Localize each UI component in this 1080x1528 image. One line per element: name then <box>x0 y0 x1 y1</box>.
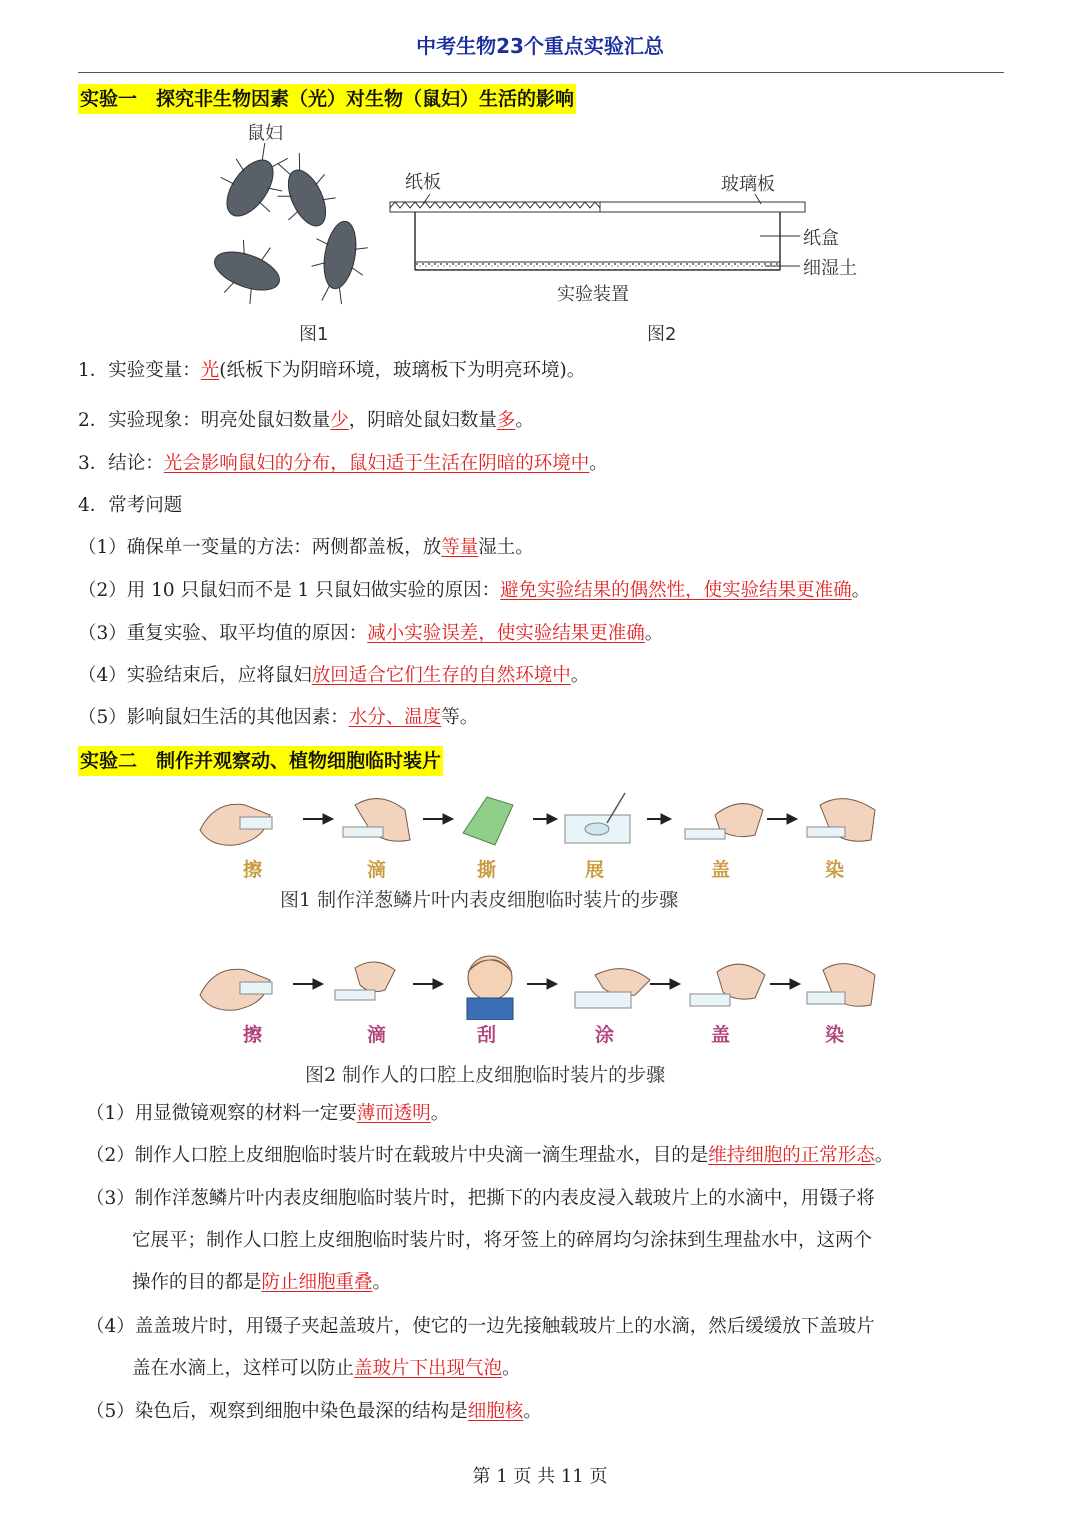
exp2-section-title: 实验二 制作并观察动、植物细胞临时装片 <box>78 746 443 776</box>
onion-step-4: 展 <box>585 859 605 881</box>
cheek-step-5: 盖 <box>711 1024 731 1046</box>
exp1-question-4: （4）实验结束后，应将鼠妇放回适合它们生存的自然环境中。 <box>78 665 590 686</box>
exp1-section-title: 实验一 探究非生物因素（光）对生物（鼠妇）生活的影响 <box>78 84 576 114</box>
figure2-caption: 图2 <box>647 324 677 345</box>
page-footer: 第 1 页 共 11 页 <box>472 1466 608 1487</box>
onion-step-6: 染 <box>825 859 845 881</box>
exp1-question-3: （3）重复实验、取平均值的原因：减小实验误差，使实验结果更准确。 <box>78 623 664 644</box>
exp1-item-variable: 1．实验变量：光(纸板下为阴暗环境，玻璃板下为明亮环境)。 <box>78 360 586 381</box>
exp2-figure1 <box>195 785 885 915</box>
exp1-item-phenomenon: 2．实验现象：明亮处鼠妇数量少，阴暗处鼠妇数量多。 <box>78 410 534 431</box>
onion-step-3: 撕 <box>477 859 497 881</box>
header-divider <box>78 72 1004 73</box>
cardboard-label: 纸板 <box>405 172 441 193</box>
cheek-step-3: 刮 <box>477 1024 497 1046</box>
exp2-question-5: （5）染色后，观察到细胞中染色最深的结构是细胞核。 <box>86 1401 542 1422</box>
cheek-step-2: 滴 <box>367 1024 387 1046</box>
woodlouse-illustration <box>195 143 370 353</box>
box-label: 纸盒 <box>803 228 839 249</box>
exp1-question-2: （2）用 10 只鼠妇而不是 1 只鼠妇做实验的原因：避免实验结果的偶然性，使实验结果更准确。 <box>78 580 871 601</box>
exp1-figure1 <box>195 115 370 355</box>
cheek-steps-illustration <box>195 950 885 1020</box>
cheek-step-6: 染 <box>825 1024 845 1046</box>
exp2-question-2: （2）制作人口腔上皮细胞临时装片时在载玻片中央滴一滴生理盐水，目的是维持细胞的正常形态。 <box>86 1145 894 1166</box>
exp1-item-conclusion: 3．结论：光会影响鼠妇的分布，鼠妇适于生活在阴暗的环境中。 <box>78 453 608 474</box>
exp2-question-3-line3: 操作的目的都是防止细胞重叠。 <box>132 1272 392 1293</box>
onion-step-2: 滴 <box>367 859 387 881</box>
cheek-step-1: 擦 <box>243 1024 263 1046</box>
figure1-caption: 图1 <box>299 324 329 345</box>
exp2-question-3-line1: （3）制作洋葱鳞片叶内表皮细胞临时装片时，把撕下的内表皮浸入载玻片上的水滴中，用镊子将 <box>86 1188 875 1209</box>
soil-label: 细湿土 <box>803 258 857 279</box>
page-header-title: 中考生物23个重点实验汇总 <box>416 34 664 58</box>
exp1-figure2 <box>385 160 885 350</box>
exp2-figure2-caption: 图2 制作人的口腔上皮细胞临时装片的步骤 <box>305 1064 666 1086</box>
exp2-question-4-line1: （4）盖盖玻片时，用镊子夹起盖玻片，使它的一边先接触载玻片上的水滴，然后缓缓放下盖玻片 <box>86 1316 875 1337</box>
exp2-question-1: （1）用显微镜观察的材料一定要薄而透明。 <box>86 1103 450 1124</box>
exp1-item-questions-heading: 4．常考问题 <box>78 495 183 516</box>
glass-label: 玻璃板 <box>721 174 775 195</box>
exp2-figure2 <box>195 950 885 1085</box>
exp1-question-5: （5）影响鼠妇生活的其他因素：水分、温度等。 <box>78 707 479 728</box>
onion-steps-illustration <box>195 785 885 855</box>
cheek-step-4: 涂 <box>595 1024 615 1046</box>
exp2-question-3-line2: 它展平；制作人口腔上皮细胞临时装片时，将牙签上的碎屑均匀涂抹到生理盐水中，这两个 <box>132 1230 873 1251</box>
exp2-figure1-caption: 图1 制作洋葱鳞片叶内表皮细胞临时装片的步骤 <box>280 889 679 911</box>
woodlouse-label: 鼠妇 <box>247 123 283 144</box>
onion-step-1: 擦 <box>243 859 263 881</box>
device-label: 实验装置 <box>557 284 629 305</box>
exp1-question-1: （1）确保单一变量的方法：两侧都盖板，放等量湿土。 <box>78 537 534 558</box>
exp2-question-4-line2: 盖在水滴上，这样可以防止盖玻片下出现气泡。 <box>132 1358 521 1379</box>
onion-step-5: 盖 <box>711 859 731 881</box>
